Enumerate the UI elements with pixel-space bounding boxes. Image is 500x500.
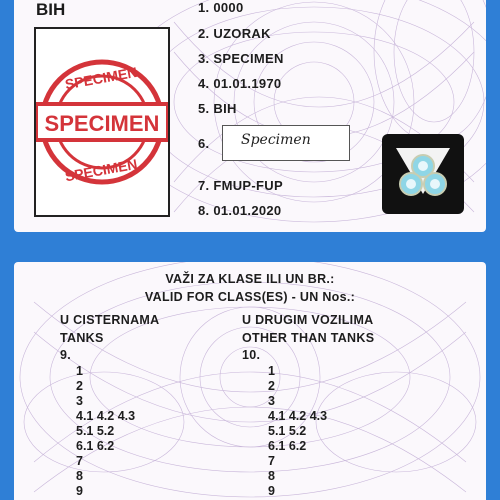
field-1 <box>198 0 244 15</box>
stamp-bottom-text: SPECIMEN <box>63 155 139 185</box>
left-class-4: 4.1 4.2 4.3 <box>76 409 136 423</box>
field-8-value: 01.01.2020 <box>213 203 282 218</box>
left-class-3: 3 <box>76 394 83 408</box>
left-title2: TANKS <box>60 331 104 345</box>
field-4 <box>198 76 281 91</box>
field-4-value: 01.01.1970 <box>213 76 282 91</box>
field-7 <box>198 178 283 193</box>
field-7-label: 7. <box>198 178 210 193</box>
field-5-label: 5. <box>198 101 210 116</box>
left-class-6: 6.1 6.2 <box>76 439 115 453</box>
photo-box <box>34 27 170 217</box>
stamp-center-text: SPECIMEN <box>44 111 160 136</box>
left-class-9: 9 <box>76 484 83 498</box>
field-6-label: 6. <box>198 136 210 151</box>
field-8 <box>198 203 281 218</box>
field-4-label: 4. <box>198 76 210 91</box>
security-hologram-icon <box>382 134 464 214</box>
signature-text: Specimen <box>241 132 311 148</box>
back-header-line2: VALID FOR CLASS(ES) - UN Nos.: <box>144 290 356 304</box>
right-number: 10. <box>242 348 261 362</box>
right-class-9: 9 <box>268 484 275 498</box>
right-class-5: 5.1 5.2 <box>268 424 307 438</box>
right-class-7: 7 <box>268 454 275 468</box>
right-class-2: 2 <box>268 379 275 393</box>
left-title1: U CISTERNAMA <box>60 313 160 327</box>
stamp-top-text: SPECIMEN <box>63 63 139 93</box>
field-3-label: 3. <box>198 51 210 66</box>
right-class-6: 6.1 6.2 <box>268 439 307 453</box>
left-class-1: 1 <box>76 364 83 378</box>
field-3 <box>198 51 284 66</box>
left-class-5: 5.1 5.2 <box>76 424 115 438</box>
field-2-label: 2. <box>198 26 210 41</box>
field-1-value: 0000 <box>213 0 244 15</box>
right-class-4: 4.1 4.2 4.3 <box>268 409 328 423</box>
left-class-2: 2 <box>76 379 83 393</box>
license-back-card <box>14 262 486 500</box>
field-1-label: 1. <box>198 0 210 15</box>
field-5 <box>198 101 237 116</box>
specimen-stamp-icon <box>36 29 168 215</box>
license-front-card <box>14 0 486 232</box>
left-class-8: 8 <box>76 469 83 483</box>
signature-box <box>222 125 350 161</box>
right-title1: U DRUGIM VOZILIMA <box>242 313 374 327</box>
field-2-value: UZORAK <box>213 26 271 41</box>
field-7-value: FMUP-FUP <box>213 178 283 193</box>
field-2 <box>198 26 271 41</box>
field-5-value: BIH <box>213 101 237 116</box>
field-8-label: 8. <box>198 203 210 218</box>
field-6 <box>198 136 209 151</box>
right-class-1: 1 <box>268 364 275 378</box>
left-number: 9. <box>60 348 72 362</box>
left-class-7: 7 <box>76 454 83 468</box>
right-class-8: 8 <box>268 469 275 483</box>
field-3-value: SPECIMEN <box>213 51 284 66</box>
right-class-3: 3 <box>268 394 275 408</box>
country-code: BIH <box>36 0 66 19</box>
right-title2: OTHER THAN TANKS <box>242 331 375 345</box>
back-header-line1: VAŽI ZA KLASE ILI UN BR.: <box>165 272 335 286</box>
